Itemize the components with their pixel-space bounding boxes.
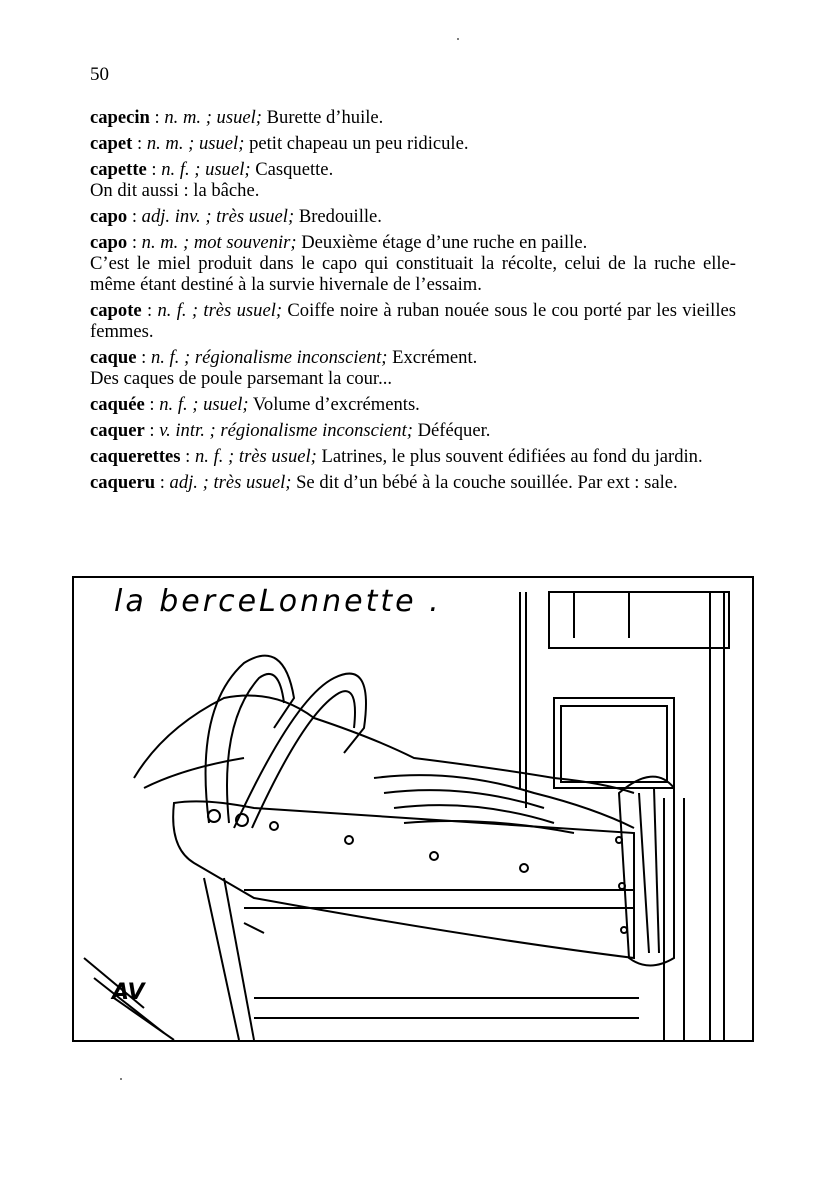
entry-definition: Déféquer. <box>412 420 491 441</box>
entry-grammar: n. f. ; très usuel; <box>195 446 317 467</box>
entry-definition: Burette d’huile. <box>261 107 384 128</box>
entry-term: capecin <box>90 107 150 128</box>
entry-capote <box>90 300 736 342</box>
entry-term: capet <box>90 133 133 154</box>
entry-definition: Bredouille. <box>294 206 382 227</box>
entry-sep: : <box>149 107 165 128</box>
entry-caquer <box>90 420 736 441</box>
speck <box>457 38 459 40</box>
entry-sep: : <box>146 159 162 180</box>
entry-capet <box>90 133 736 154</box>
entry-sep: : <box>180 446 195 467</box>
entry-caquerettes <box>90 446 736 467</box>
entry-caque <box>90 347 736 389</box>
entry-grammar: n. f. ; usuel; <box>161 159 251 180</box>
entry-grammar: v. intr. ; régionalisme inconscient; <box>159 420 413 441</box>
entry-term: capo <box>90 206 128 227</box>
entry-sep: : <box>132 133 147 154</box>
page-number: 50 <box>90 64 109 85</box>
entry-definition: Deuxième étage d’une ruche en paille. <box>296 232 588 253</box>
entry-grammar: n. f. ; usuel; <box>159 394 249 415</box>
entry-extra: C’est le miel produit dans le capo qui constituait la récolte, celui de la ruche elle-même étant destiné à la survie hivernale de l’essaim. <box>90 253 736 295</box>
entry-definition: Volume d’excréments. <box>248 394 420 415</box>
entry-term: caquerettes <box>90 446 181 467</box>
artist-signature: AV <box>112 980 145 1005</box>
entry-term: caqueru <box>90 472 156 493</box>
cradle-illustration <box>72 576 754 1042</box>
entry-capo-adj <box>90 206 736 227</box>
entry-term: capette <box>90 159 147 180</box>
entry-grammar: adj. ; très usuel; <box>169 472 292 493</box>
entry-extra: Des caques de poule parsemant la cour... <box>90 368 393 389</box>
entry-grammar: n. m. ; usuel; <box>164 107 262 128</box>
entry-term: caquer <box>90 420 145 441</box>
entry-capo-noun <box>90 232 736 295</box>
entry-sep: : <box>141 300 158 321</box>
entry-definition: Coiffe noire à ruban nouée sous le cou porté par les vieilles femmes. <box>90 300 736 342</box>
entry-caqueru <box>90 472 736 493</box>
entry-capecin <box>90 107 736 128</box>
illustration-caption: la berceLonnette . <box>114 584 442 619</box>
entry-grammar: n. f. ; régionalisme inconscient; <box>150 347 388 368</box>
entry-definition: Excrément. <box>387 347 478 368</box>
entry-definition: petit chapeau un peu ridicule. <box>244 133 469 154</box>
entry-grammar: adj. inv. ; très usuel; <box>141 206 295 227</box>
entry-term: capo <box>90 232 128 253</box>
entry-term: caque <box>90 347 137 368</box>
cradle-drawing <box>74 578 752 1040</box>
entry-sep: : <box>144 420 160 441</box>
speck <box>120 1078 122 1080</box>
entry-grammar: n. f. ; très usuel; <box>157 300 283 321</box>
entry-definition: Se dit d’un bébé à la couche souillée. Par ext : sale. <box>291 472 678 493</box>
entry-grammar: n. m. ; mot souvenir; <box>141 232 297 253</box>
entry-capette <box>90 159 736 201</box>
entry-sep: : <box>144 394 160 415</box>
entry-grammar: n. m. ; usuel; <box>146 133 245 154</box>
entry-sep: : <box>136 347 151 368</box>
entry-definition: Latrines, le plus souvent édifiées au fond du jardin. <box>316 446 703 467</box>
entry-sep: : <box>127 206 142 227</box>
entry-sep: : <box>127 232 142 253</box>
dictionary-entries <box>90 107 736 498</box>
entry-definition: Casquette. <box>250 159 334 180</box>
entry-caquee <box>90 394 736 415</box>
entry-sep: : <box>155 472 170 493</box>
entry-term: capote <box>90 300 142 321</box>
entry-extra: On dit aussi : la bâche. <box>90 180 260 201</box>
entry-term: caquée <box>90 394 145 415</box>
